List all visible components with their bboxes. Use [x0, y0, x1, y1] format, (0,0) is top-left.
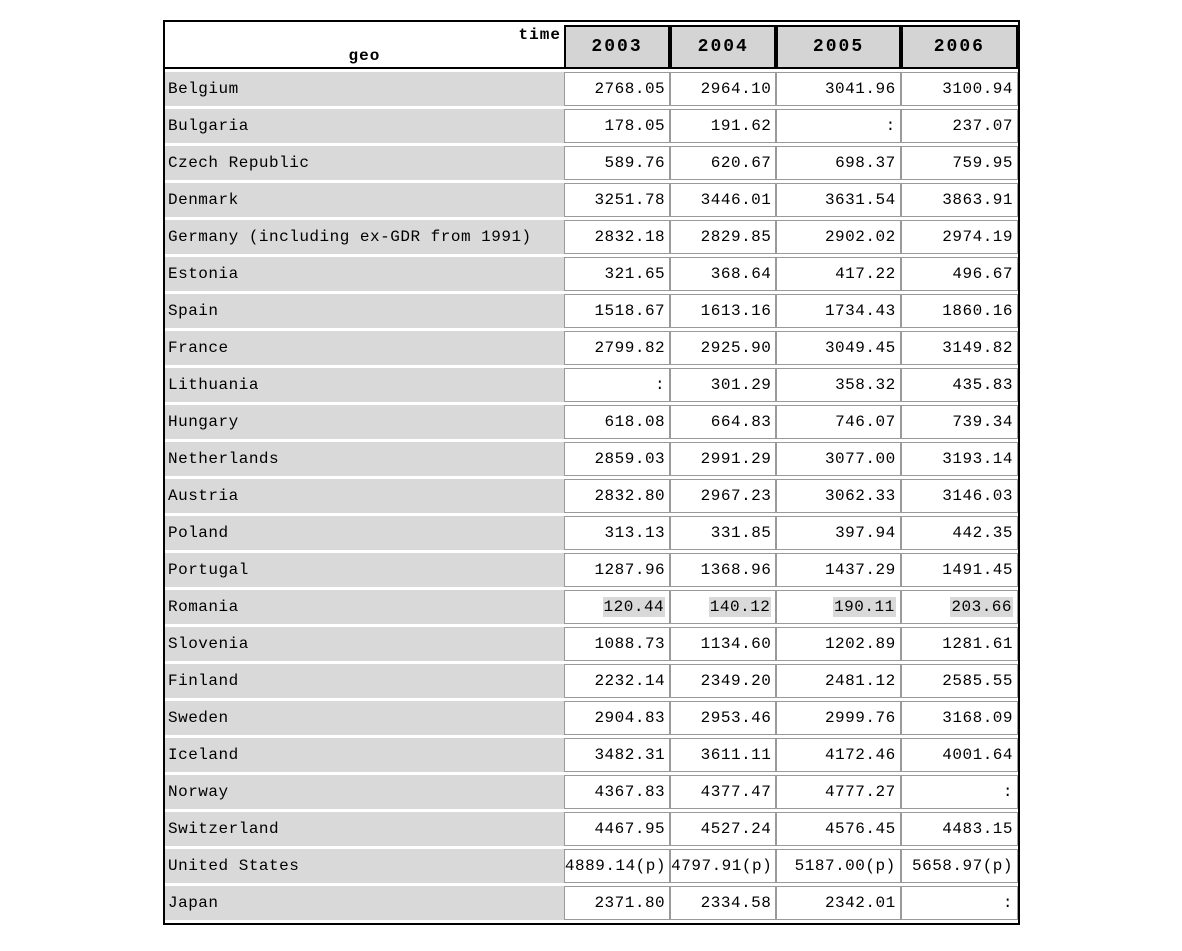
header-row: [165, 25, 1018, 69]
geo-row-label: Estonia: [165, 257, 564, 291]
geo-row-label: Portugal: [165, 553, 564, 587]
value-cell: [564, 590, 670, 624]
table-row: [165, 257, 1018, 291]
table-row: [165, 886, 1018, 920]
value-cell: 4377.47: [670, 775, 776, 809]
value-cell: 435.83: [901, 368, 1018, 402]
value-cell: 4576.45: [776, 812, 900, 846]
table-row: [165, 849, 1018, 883]
table-row: [165, 442, 1018, 476]
highlighted-value: 120.44: [603, 598, 665, 616]
geo-row-label: Netherlands: [165, 442, 564, 476]
table-row: [165, 664, 1018, 698]
value-cell: 4797.91(p): [670, 849, 776, 883]
geo-row-label: Hungary: [165, 405, 564, 439]
geo-row-label: Poland: [165, 516, 564, 550]
value-cell: 3149.82: [901, 331, 1018, 365]
value-cell: 1202.89: [776, 627, 900, 661]
value-cell: 2342.01: [776, 886, 900, 920]
value-cell: 397.94: [776, 516, 900, 550]
table-row: [165, 72, 1018, 106]
value-cell: [776, 590, 900, 624]
value-cell: 3611.11: [670, 738, 776, 772]
value-cell: 4367.83: [564, 775, 670, 809]
value-cell: :: [776, 109, 900, 143]
geo-row-label: Iceland: [165, 738, 564, 772]
value-cell: 178.05: [564, 109, 670, 143]
value-cell: 2925.90: [670, 331, 776, 365]
geo-row-label: United States: [165, 849, 564, 883]
year-column-header-2004: 2004: [670, 25, 776, 69]
value-cell: 1613.16: [670, 294, 776, 328]
value-cell: 3446.01: [670, 183, 776, 217]
value-cell: 2953.46: [670, 701, 776, 735]
value-cell: 3077.00: [776, 442, 900, 476]
value-cell: 2991.29: [670, 442, 776, 476]
table-row: [165, 146, 1018, 180]
value-cell: [901, 590, 1018, 624]
value-cell: 496.67: [901, 257, 1018, 291]
value-cell: :: [901, 775, 1018, 809]
value-cell: 4889.14(p): [564, 849, 670, 883]
highlighted-value: 190.11: [834, 598, 895, 616]
year-column-header-2005: 2005: [776, 25, 900, 69]
geo-row-label: Lithuania: [165, 368, 564, 402]
value-cell: 2232.14: [564, 664, 670, 698]
value-cell: 2334.58: [670, 886, 776, 920]
value-cell: 2768.05: [564, 72, 670, 106]
value-cell: 1134.60: [670, 627, 776, 661]
value-cell: 2964.10: [670, 72, 776, 106]
value-cell: [670, 590, 776, 624]
table-row: [165, 738, 1018, 772]
value-cell: 2902.02: [776, 220, 900, 254]
value-cell: 3631.54: [776, 183, 900, 217]
value-cell: 739.34: [901, 405, 1018, 439]
value-cell: 4001.64: [901, 738, 1018, 772]
value-cell: 2999.76: [776, 701, 900, 735]
value-cell: 1437.29: [776, 553, 900, 587]
value-cell: 3041.96: [776, 72, 900, 106]
value-cell: 191.62: [670, 109, 776, 143]
geo-row-label: Norway: [165, 775, 564, 809]
value-cell: 620.67: [670, 146, 776, 180]
value-cell: 1734.43: [776, 294, 900, 328]
geo-row-label: Finland: [165, 664, 564, 698]
value-cell: 759.95: [901, 146, 1018, 180]
value-cell: 3193.14: [901, 442, 1018, 476]
table-row: [165, 812, 1018, 846]
geo-row-label: Slovenia: [165, 627, 564, 661]
table-row: [165, 183, 1018, 217]
corner-header-cell: [165, 25, 564, 69]
table-row: [165, 294, 1018, 328]
table-row: [165, 516, 1018, 550]
value-cell: 2371.80: [564, 886, 670, 920]
statistics-table: [165, 22, 1018, 923]
geo-row-label: France: [165, 331, 564, 365]
table-body: [165, 72, 1018, 920]
value-cell: 618.08: [564, 405, 670, 439]
table-row: [165, 627, 1018, 661]
table-row: [165, 220, 1018, 254]
value-cell: 301.29: [670, 368, 776, 402]
geo-row-label: Romania: [165, 590, 564, 624]
value-cell: 2974.19: [901, 220, 1018, 254]
value-cell: 2967.23: [670, 479, 776, 513]
geo-row-label: Belgium: [165, 72, 564, 106]
value-cell: 3146.03: [901, 479, 1018, 513]
value-cell: 331.85: [670, 516, 776, 550]
value-cell: 3100.94: [901, 72, 1018, 106]
value-cell: 1368.96: [670, 553, 776, 587]
value-cell: 664.83: [670, 405, 776, 439]
table-row: [165, 331, 1018, 365]
value-cell: 417.22: [776, 257, 900, 291]
value-cell: 1281.61: [901, 627, 1018, 661]
geo-row-label: Spain: [165, 294, 564, 328]
value-cell: 2859.03: [564, 442, 670, 476]
value-cell: 2904.83: [564, 701, 670, 735]
table-row: [165, 368, 1018, 402]
value-cell: 5658.97(p): [901, 849, 1018, 883]
highlighted-value: 140.12: [709, 598, 771, 616]
value-cell: 2832.80: [564, 479, 670, 513]
value-cell: 237.07: [901, 109, 1018, 143]
year-column-header-2006: 2006: [901, 25, 1018, 69]
value-cell: 358.32: [776, 368, 900, 402]
value-cell: 4467.95: [564, 812, 670, 846]
geo-dimension-label: geo: [348, 47, 381, 65]
value-cell: 5187.00(p): [776, 849, 900, 883]
value-cell: :: [564, 368, 670, 402]
value-cell: 589.76: [564, 146, 670, 180]
value-cell: 1860.16: [901, 294, 1018, 328]
geo-row-label: Japan: [165, 886, 564, 920]
geo-row-label: Germany (including ex-GDR from 1991): [165, 220, 564, 254]
geo-row-label: Czech Republic: [165, 146, 564, 180]
value-cell: 3863.91: [901, 183, 1018, 217]
value-cell: 4172.46: [776, 738, 900, 772]
value-cell: 2481.12: [776, 664, 900, 698]
highlighted-value: 203.66: [951, 598, 1012, 616]
value-cell: 3049.45: [776, 331, 900, 365]
table-row: [165, 553, 1018, 587]
value-cell: 3482.31: [564, 738, 670, 772]
value-cell: 3251.78: [564, 183, 670, 217]
value-cell: 368.64: [670, 257, 776, 291]
value-cell: 2585.55: [901, 664, 1018, 698]
year-column-header-2003: 2003: [564, 25, 670, 69]
value-cell: 2799.82: [564, 331, 670, 365]
value-cell: 1518.67: [564, 294, 670, 328]
time-dimension-label: time: [518, 26, 561, 44]
geo-row-label: Switzerland: [165, 812, 564, 846]
table-row: [165, 701, 1018, 735]
value-cell: 313.13: [564, 516, 670, 550]
table-row: [165, 405, 1018, 439]
table-row: [165, 109, 1018, 143]
table-row: [165, 479, 1018, 513]
value-cell: 3168.09: [901, 701, 1018, 735]
value-cell: 2349.20: [670, 664, 776, 698]
value-cell: 746.07: [776, 405, 900, 439]
geo-row-label: Sweden: [165, 701, 564, 735]
value-cell: 1088.73: [564, 627, 670, 661]
value-cell: 2829.85: [670, 220, 776, 254]
value-cell: 321.65: [564, 257, 670, 291]
value-cell: 698.37: [776, 146, 900, 180]
data-table-container: [163, 20, 1020, 925]
table-row: [165, 775, 1018, 809]
geo-row-label: Denmark: [165, 183, 564, 217]
geo-row-label: Bulgaria: [165, 109, 564, 143]
geo-row-label: Austria: [165, 479, 564, 513]
value-cell: :: [901, 886, 1018, 920]
value-cell: 442.35: [901, 516, 1018, 550]
table-row: [165, 590, 1018, 624]
value-cell: 2832.18: [564, 220, 670, 254]
value-cell: 3062.33: [776, 479, 900, 513]
value-cell: 1287.96: [564, 553, 670, 587]
value-cell: 4483.15: [901, 812, 1018, 846]
value-cell: 4777.27: [776, 775, 900, 809]
value-cell: 4527.24: [670, 812, 776, 846]
value-cell: 1491.45: [901, 553, 1018, 587]
